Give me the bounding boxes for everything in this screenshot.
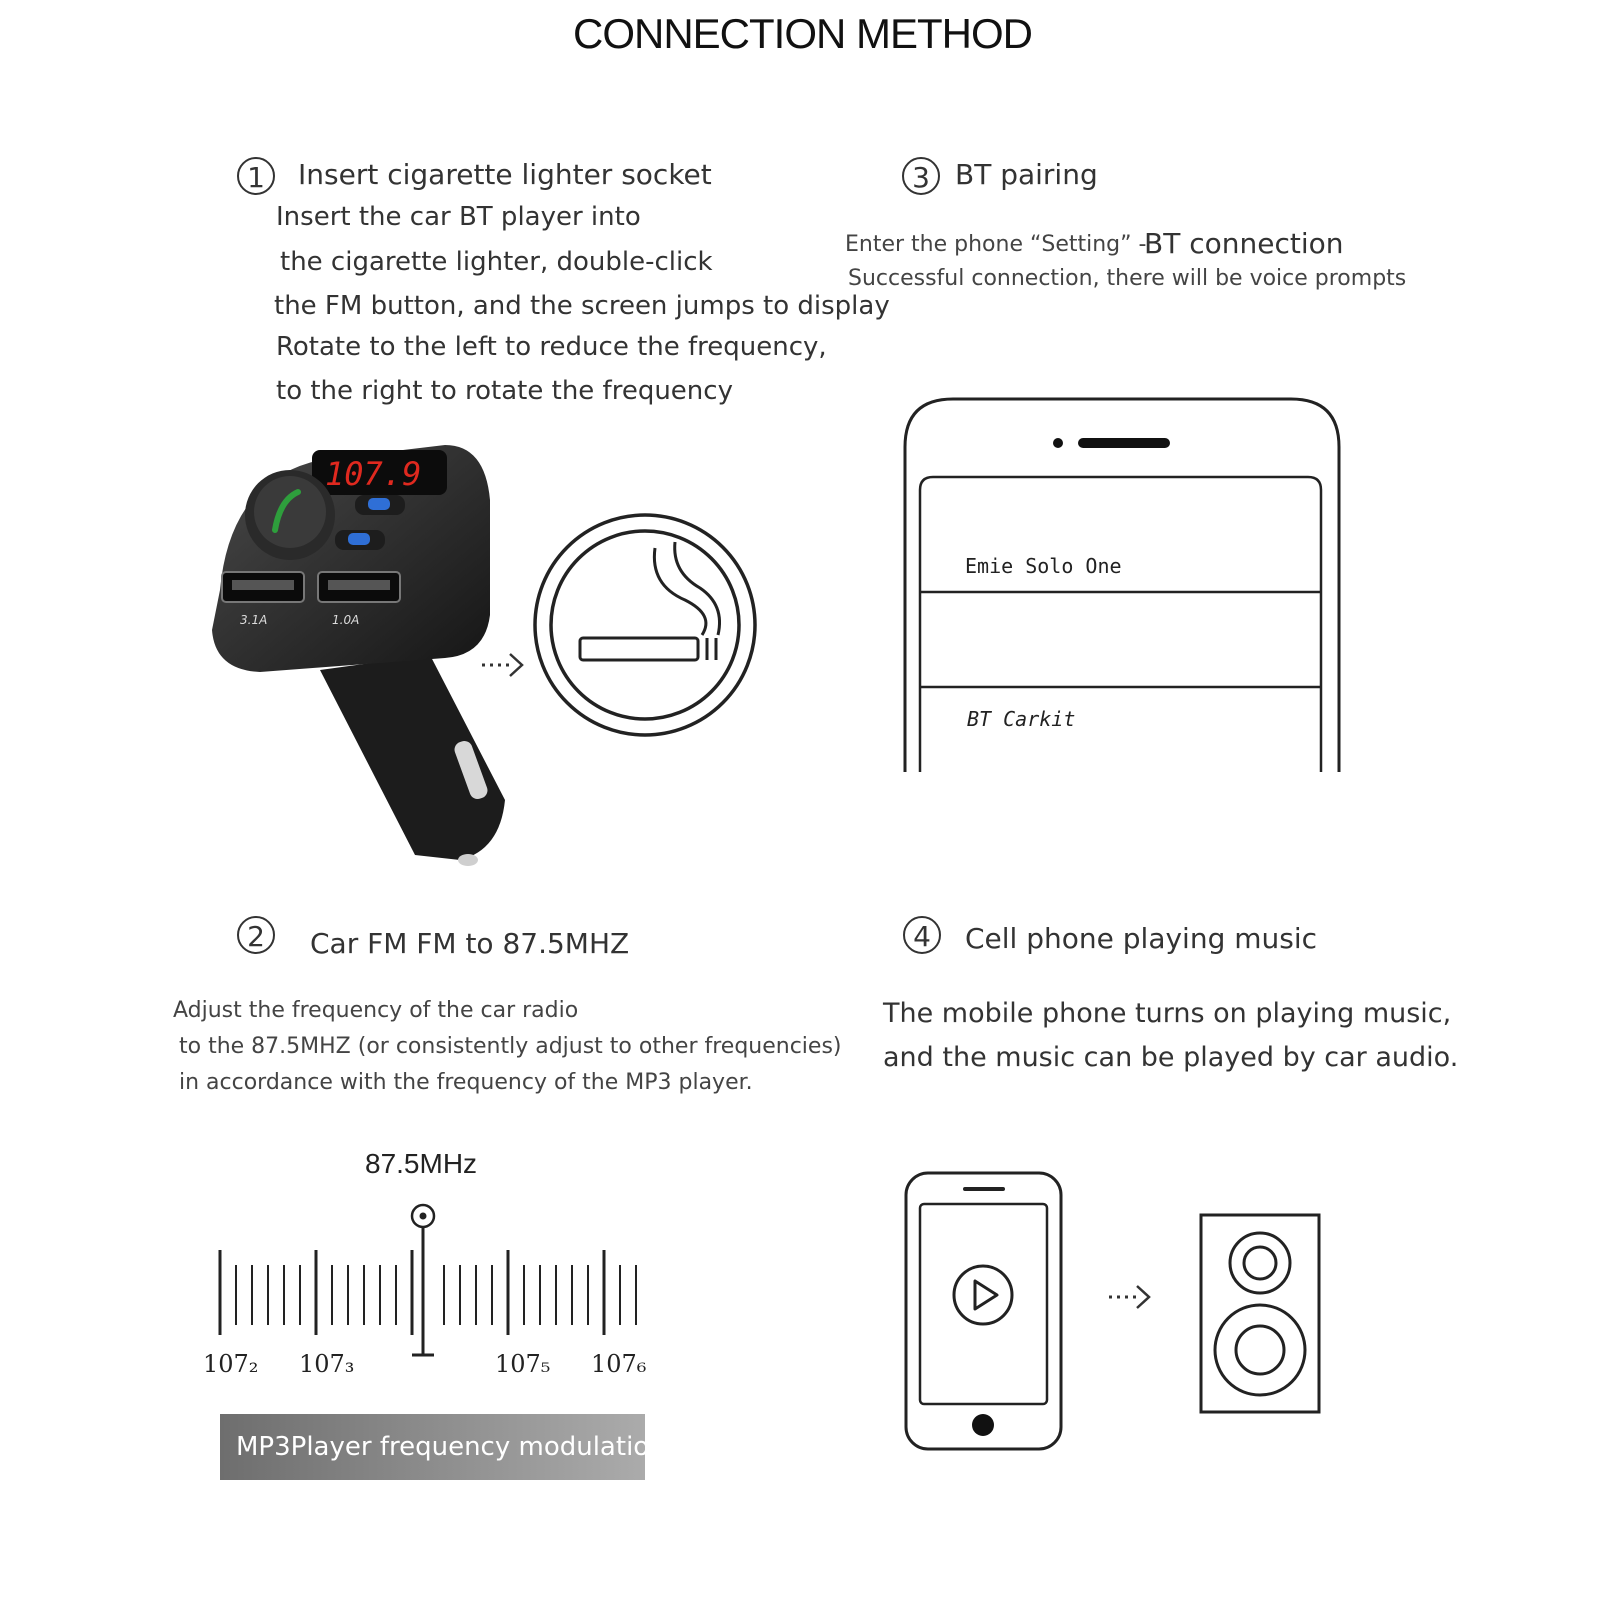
step4-number: 4 [903,916,941,954]
step1-line: to the right to rotate the frequency [276,376,733,406]
step1-line: Insert the car BT player into [276,202,641,232]
step2-line: to the 87.5MHZ (or consistently adjust to other frequencies) [179,1034,842,1059]
step1-title: Insert cigarette lighter socket [298,158,712,191]
speaker-icon [1198,1212,1323,1417]
phone-pairing-illustration [903,397,1341,772]
step3-bt-connection: BT connection [1144,227,1344,260]
step2-line: Adjust the frequency of the car radio [173,998,579,1023]
page-title: CONNECTION METHOD [573,10,1032,57]
tick-label: 107₅ [495,1350,551,1378]
step4-line: and the music can be played by car audio. [883,1042,1459,1073]
step3-line: Successful connection, there will be voice prompts [848,266,1407,291]
tick-label: 107₃ [299,1350,355,1378]
frequency-marker-label: 87.5MHz [365,1148,478,1179]
play-icon[interactable] [954,1266,1012,1324]
cigarette-lighter-icon [530,510,760,740]
device-list-item[interactable]: Emie Solo One [965,554,1122,578]
frequency-banner: MP3Player frequency modulation [220,1414,645,1480]
usb-label: 1.0A [332,613,360,627]
tick-label: 107₆ [591,1350,647,1378]
step1-line: the cigarette lighter, double-click [280,247,713,277]
step4-title: Cell phone playing music [965,922,1318,955]
step3-title: BT pairing [955,158,1098,191]
usb-label: 3.1A [240,613,268,627]
device-list-item[interactable]: BT Carkit [967,707,1076,731]
step3-line: Enter the phone “Setting” - [845,232,1147,257]
arrow-right-icon [1107,1282,1157,1312]
frequency-scale [200,1195,660,1375]
step1-line: Rotate to the left to reduce the frequency, [276,332,827,362]
tick-label: 107₂ [203,1350,259,1378]
arrow-right-icon [480,650,530,680]
step2-title: Car FM FM to 87.5MHZ [310,927,630,960]
step1-line: the FM button, and the screen jumps to display [274,291,890,321]
step3-number: 3 [902,157,940,195]
step4-line: The mobile phone turns on playing music, [883,998,1452,1029]
step2-number: 2 [237,916,275,954]
step1-number: 1 [237,157,275,195]
phone-icon [903,1170,1068,1455]
display-value: 107.9 [325,455,422,493]
step2-line: in accordance with the frequency of the MP3 player. [179,1070,753,1095]
